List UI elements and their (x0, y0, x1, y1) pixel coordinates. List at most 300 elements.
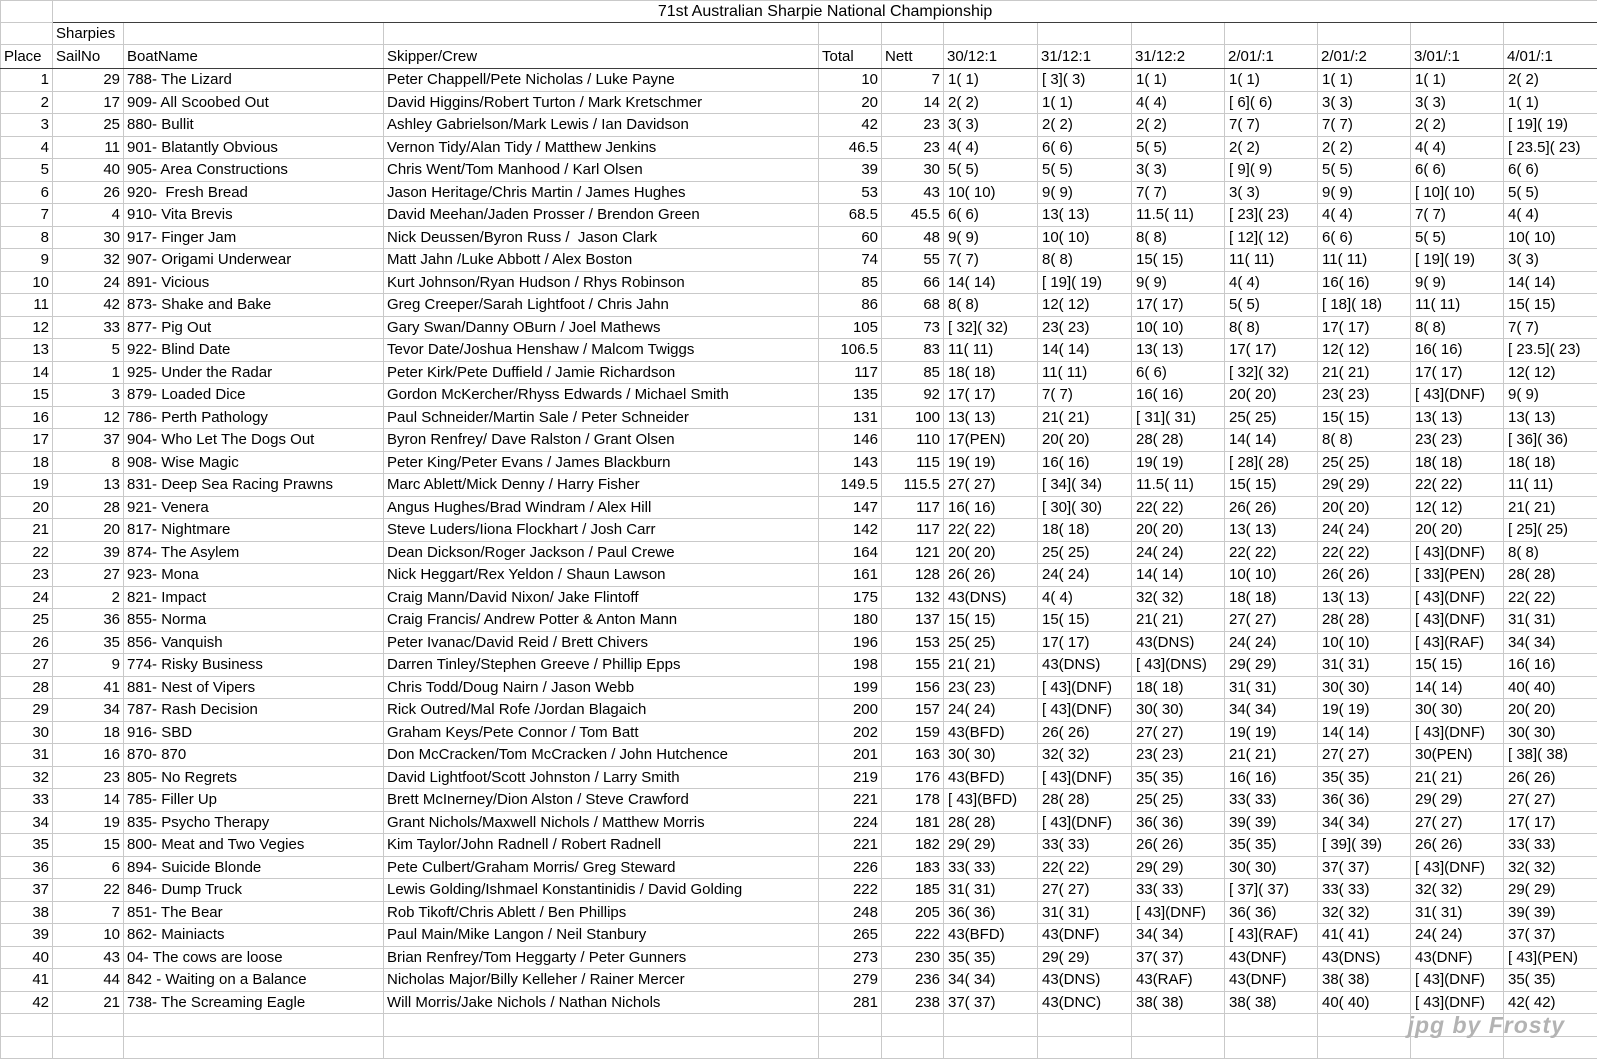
race-result-cell: 25( 25) (1318, 451, 1411, 474)
race-result-cell: 9( 9) (1411, 271, 1504, 294)
race-result-cell: 12( 12) (1504, 361, 1597, 384)
race-result-cell: 13( 13) (1132, 339, 1225, 362)
race-result-cell: 22( 22) (1504, 586, 1597, 609)
nett-cell: 115.5 (882, 474, 944, 497)
nett-cell: 156 (882, 676, 944, 699)
race-result-cell: 18( 18) (1225, 586, 1318, 609)
class-row (1, 23, 1597, 45)
nett-cell: 48 (882, 226, 944, 249)
race-result-cell: 11( 11) (1504, 474, 1597, 497)
race-result-cell: 13( 13) (1318, 586, 1411, 609)
race-result-cell: 43(DNS) (1132, 631, 1225, 654)
race-result-cell: 14( 14) (1318, 721, 1411, 744)
skipper-crew-cell: Brett McInerney/Dion Alston / Steve Crawford (384, 789, 819, 812)
race-result-cell: 3( 3) (1318, 91, 1411, 114)
sailno-cell: 29 (53, 69, 124, 92)
boatname-cell: 909- All Scoobed Out (124, 91, 384, 114)
sailno-cell: 19 (53, 811, 124, 834)
class-label: Sharpies (53, 23, 124, 45)
empty-cell (819, 1036, 882, 1059)
boatname-cell: 921- Venera (124, 496, 384, 519)
race-result-cell: 16( 16) (1318, 271, 1411, 294)
place-cell: 9 (1, 249, 53, 272)
race-result-cell: 8( 8) (1318, 429, 1411, 452)
race-result-cell: 22( 22) (1132, 496, 1225, 519)
watermark: jpg by Frosty (1407, 1012, 1565, 1038)
total-cell: 175 (819, 586, 882, 609)
total-cell: 60 (819, 226, 882, 249)
race-result-cell: 22( 22) (1318, 541, 1411, 564)
table-row (1, 474, 1597, 497)
nett-cell: 222 (882, 924, 944, 947)
race-result-cell: 5( 5) (1504, 181, 1597, 204)
race-result-cell: [ 12]( 12) (1225, 226, 1318, 249)
table-row (1, 451, 1597, 474)
race-result-cell: 24( 24) (944, 699, 1038, 722)
table-row (1, 361, 1597, 384)
race-result-cell: 1( 1) (1411, 69, 1504, 92)
race-result-cell: [ 43](DNF) (1411, 721, 1504, 744)
race-result-cell: [ 43](PEN) (1504, 946, 1597, 969)
race-result-cell: 11.5( 11) (1132, 204, 1225, 227)
col-header-skipper-crew: Skipper/Crew (384, 45, 819, 69)
race-result-cell: 5( 5) (1225, 294, 1318, 317)
nett-cell: 230 (882, 946, 944, 969)
total-cell: 42 (819, 114, 882, 137)
skipper-crew-cell: Steve Luders/Iiona Flockhart / Josh Carr (384, 519, 819, 542)
boatname-cell: 817- Nightmare (124, 519, 384, 542)
skipper-crew-cell: Chris Todd/Doug Nairn / Jason Webb (384, 676, 819, 699)
race-result-cell: 33( 33) (944, 856, 1038, 879)
place-cell: 29 (1, 699, 53, 722)
boatname-cell: 917- Finger Jam (124, 226, 384, 249)
skipper-crew-cell: Rick Outred/Mal Rofe /Jordan Blagaich (384, 699, 819, 722)
sailno-cell: 18 (53, 721, 124, 744)
total-cell: 200 (819, 699, 882, 722)
col-header-race-4: 2/01/:1 (1225, 45, 1318, 69)
sailno-cell: 32 (53, 249, 124, 272)
race-result-cell: 21( 21) (1411, 766, 1504, 789)
race-result-cell: 23( 23) (1411, 429, 1504, 452)
place-cell: 31 (1, 744, 53, 767)
race-result-cell: 6( 6) (1411, 159, 1504, 182)
boatname-cell: 907- Origami Underwear (124, 249, 384, 272)
race-result-cell: 1( 1) (1225, 69, 1318, 92)
race-result-cell: 18( 18) (1504, 451, 1597, 474)
race-result-cell: 9( 9) (1038, 181, 1132, 204)
race-result-cell: 22( 22) (1225, 541, 1318, 564)
skipper-crew-cell: Graham Keys/Pete Connor / Tom Batt (384, 721, 819, 744)
race-result-cell: 43(DNS) (1038, 654, 1132, 677)
race-result-cell: 17( 17) (1318, 316, 1411, 339)
table-row (1, 766, 1597, 789)
race-result-cell: 7( 7) (1132, 181, 1225, 204)
race-result-cell: 25( 25) (1132, 789, 1225, 812)
place-cell: 30 (1, 721, 53, 744)
race-result-cell: 31( 31) (1504, 609, 1597, 632)
table-row (1, 541, 1597, 564)
total-cell: 146 (819, 429, 882, 452)
total-cell: 46.5 (819, 136, 882, 159)
sailno-cell: 14 (53, 789, 124, 812)
skipper-crew-cell: Kurt Johnson/Ryan Hudson / Rhys Robinson (384, 271, 819, 294)
place-cell: 35 (1, 834, 53, 857)
total-cell: 219 (819, 766, 882, 789)
total-cell: 265 (819, 924, 882, 947)
race-result-cell: 6( 6) (1504, 159, 1597, 182)
nett-cell: 66 (882, 271, 944, 294)
boatname-cell: 821- Impact (124, 586, 384, 609)
race-result-cell: 33( 33) (1504, 834, 1597, 857)
table-row (1, 204, 1597, 227)
nett-cell: 7 (882, 69, 944, 92)
race-result-cell: 16( 16) (1411, 339, 1504, 362)
place-cell: 34 (1, 811, 53, 834)
race-result-cell: 26( 26) (1225, 496, 1318, 519)
empty-cell (1, 1014, 53, 1037)
race-result-cell: 34( 34) (944, 969, 1038, 992)
boatname-cell: 916- SBD (124, 721, 384, 744)
page-title: 71st Australian Sharpie National Championship (53, 1, 1597, 23)
empty-cell (819, 1014, 882, 1037)
skipper-crew-cell: Greg Creeper/Sarah Lightfoot / Chris Jahn (384, 294, 819, 317)
total-cell: 117 (819, 361, 882, 384)
race-result-cell: [ 43](BFD) (944, 789, 1038, 812)
race-result-cell: 14( 14) (1038, 339, 1132, 362)
race-result-cell: 27( 27) (1038, 879, 1132, 902)
nett-cell: 121 (882, 541, 944, 564)
race-result-cell: 11.5( 11) (1132, 474, 1225, 497)
total-cell: 74 (819, 249, 882, 272)
boatname-cell: 904- Who Let The Dogs Out (124, 429, 384, 452)
race-result-cell: 25( 25) (1225, 406, 1318, 429)
sailno-cell: 5 (53, 339, 124, 362)
sailno-cell: 1 (53, 361, 124, 384)
empty-cell (882, 1036, 944, 1059)
race-result-cell: 19( 19) (1318, 699, 1411, 722)
race-result-cell: [ 43](DNF) (1411, 609, 1504, 632)
sailno-cell: 39 (53, 541, 124, 564)
table-row (1, 856, 1597, 879)
skipper-crew-cell: Vernon Tidy/Alan Tidy / Matthew Jenkins (384, 136, 819, 159)
skipper-crew-cell: Brian Renfrey/Tom Heggarty / Peter Gunners (384, 946, 819, 969)
total-cell: 105 (819, 316, 882, 339)
place-cell: 42 (1, 991, 53, 1014)
empty-row (1, 1036, 1597, 1059)
race-result-cell: 24( 24) (1132, 541, 1225, 564)
race-result-cell: 14( 14) (1504, 271, 1597, 294)
race-result-cell: 26( 26) (1318, 564, 1411, 587)
race-result-cell: 6( 6) (944, 204, 1038, 227)
race-result-cell: 24( 24) (1225, 631, 1318, 654)
race-result-cell: 12( 12) (1038, 294, 1132, 317)
race-result-cell: 20( 20) (1225, 384, 1318, 407)
race-result-cell: 37( 37) (1318, 856, 1411, 879)
total-cell: 53 (819, 181, 882, 204)
race-result-cell: [ 23.5]( 23) (1504, 339, 1597, 362)
race-result-cell: 35( 35) (1225, 834, 1318, 857)
total-cell: 135 (819, 384, 882, 407)
skipper-crew-cell: Peter Kirk/Pete Duffield / Jamie Richardson (384, 361, 819, 384)
place-cell: 10 (1, 271, 53, 294)
empty-cell (53, 1014, 124, 1037)
empty-cell (53, 1036, 124, 1059)
race-result-cell: [ 43](DNF) (1038, 811, 1132, 834)
boatname-cell: 874- The Asylem (124, 541, 384, 564)
race-result-cell: 15( 15) (1318, 406, 1411, 429)
skipper-crew-cell: Matt Jahn /Luke Abbott / Alex Boston (384, 249, 819, 272)
race-result-cell: 15( 15) (944, 609, 1038, 632)
race-result-cell: 17( 17) (1132, 294, 1225, 317)
place-cell: 37 (1, 879, 53, 902)
boatname-cell: 891- Vicious (124, 271, 384, 294)
race-result-cell: 30( 30) (1318, 676, 1411, 699)
race-result-cell: 32( 32) (1411, 879, 1504, 902)
empty-cell (1504, 1036, 1597, 1059)
table-row (1, 91, 1597, 114)
skipper-crew-cell: Lewis Golding/Ishmael Konstantinidis / David Golding (384, 879, 819, 902)
race-result-cell: 27( 27) (1318, 744, 1411, 767)
col-header-boatname: BoatName (124, 45, 384, 69)
race-result-cell: 8( 8) (1132, 226, 1225, 249)
boatname-cell: 905- Area Constructions (124, 159, 384, 182)
total-cell: 202 (819, 721, 882, 744)
boatname-cell: 846- Dump Truck (124, 879, 384, 902)
race-result-cell: 32( 32) (1132, 586, 1225, 609)
race-result-cell: 15( 15) (1411, 654, 1504, 677)
race-result-cell: 43(DNS) (1038, 969, 1132, 992)
race-result-cell: 24( 24) (1038, 564, 1132, 587)
race-result-cell: 11( 11) (1411, 294, 1504, 317)
race-result-cell: 36( 36) (1132, 811, 1225, 834)
empty-cell (1132, 1014, 1225, 1037)
race-result-cell: 30( 30) (944, 744, 1038, 767)
race-result-cell: 2( 2) (1038, 114, 1132, 137)
race-result-cell: 33( 33) (1132, 879, 1225, 902)
total-cell: 20 (819, 91, 882, 114)
race-result-cell: 32( 32) (1504, 856, 1597, 879)
race-result-cell: 30( 30) (1225, 856, 1318, 879)
nett-cell: 92 (882, 384, 944, 407)
race-result-cell: 43(DNS) (944, 586, 1038, 609)
total-cell: 221 (819, 834, 882, 857)
boatname-cell: 786- Perth Pathology (124, 406, 384, 429)
table-row (1, 406, 1597, 429)
table-row (1, 811, 1597, 834)
nett-cell: 205 (882, 901, 944, 924)
nett-cell: 157 (882, 699, 944, 722)
skipper-crew-cell: Grant Nichols/Maxwell Nichols / Matthew Morris (384, 811, 819, 834)
place-cell: 38 (1, 901, 53, 924)
results-table-body (1, 69, 1597, 1059)
skipper-crew-cell: Darren Tinley/Stephen Greeve / Phillip Epps (384, 654, 819, 677)
place-cell: 26 (1, 631, 53, 654)
race-result-cell: 2( 2) (1411, 114, 1504, 137)
place-cell: 12 (1, 316, 53, 339)
race-result-cell: 31( 31) (1318, 654, 1411, 677)
place-cell: 8 (1, 226, 53, 249)
race-result-cell: [ 18]( 18) (1318, 294, 1411, 317)
sailno-cell: 11 (53, 136, 124, 159)
empty-cell (944, 1036, 1038, 1059)
sailno-cell: 17 (53, 91, 124, 114)
place-cell: 17 (1, 429, 53, 452)
race-result-cell: 13( 13) (1411, 406, 1504, 429)
race-result-cell: 39( 39) (1225, 811, 1318, 834)
nett-cell: 115 (882, 451, 944, 474)
table-row (1, 699, 1597, 722)
race-result-cell: 10( 10) (1318, 631, 1411, 654)
nett-cell: 85 (882, 361, 944, 384)
race-result-cell: 32( 32) (1038, 744, 1132, 767)
col-header-place: Place (1, 45, 53, 69)
empty-cell (1, 1036, 53, 1059)
total-cell: 281 (819, 991, 882, 1014)
race-result-cell: 23( 23) (1038, 316, 1132, 339)
place-cell: 13 (1, 339, 53, 362)
skipper-crew-cell: Byron Renfrey/ Dave Ralston / Grant Olsen (384, 429, 819, 452)
race-result-cell: 25( 25) (1038, 541, 1132, 564)
place-cell: 41 (1, 969, 53, 992)
race-result-cell: 16( 16) (1038, 451, 1132, 474)
race-result-cell: 21( 21) (1504, 496, 1597, 519)
col-header-nett: Nett (882, 45, 944, 69)
boatname-cell: 894- Suicide Blonde (124, 856, 384, 879)
race-result-cell: 43(DNC) (1038, 991, 1132, 1014)
race-result-cell: 43(DNS) (1318, 946, 1411, 969)
race-result-cell: [ 43](DNF) (1038, 699, 1132, 722)
nett-cell: 176 (882, 766, 944, 789)
table-row (1, 339, 1597, 362)
race-result-cell: 43(DNF) (1038, 924, 1132, 947)
sailno-cell: 4 (53, 204, 124, 227)
race-result-cell: 2( 2) (944, 91, 1038, 114)
race-result-cell: 21( 21) (944, 654, 1038, 677)
nett-cell: 83 (882, 339, 944, 362)
skipper-crew-cell: Gary Swan/Danny OBurn / Joel Mathews (384, 316, 819, 339)
table-row (1, 654, 1597, 677)
place-cell: 32 (1, 766, 53, 789)
race-result-cell: [ 38]( 38) (1504, 744, 1597, 767)
nett-cell: 23 (882, 114, 944, 137)
nett-cell: 14 (882, 91, 944, 114)
place-cell: 1 (1, 69, 53, 92)
race-result-cell: 8( 8) (1504, 541, 1597, 564)
race-result-cell: [ 6]( 6) (1225, 91, 1318, 114)
table-row (1, 159, 1597, 182)
table-row (1, 744, 1597, 767)
boatname-cell: 851- The Bear (124, 901, 384, 924)
empty-cell (1038, 1036, 1132, 1059)
place-cell: 33 (1, 789, 53, 812)
race-result-cell: 5( 5) (1132, 136, 1225, 159)
race-result-cell: 1( 1) (1318, 69, 1411, 92)
race-result-cell: [ 19]( 19) (1504, 114, 1597, 137)
place-cell: 7 (1, 204, 53, 227)
skipper-crew-cell: Marc Ablett/Mick Denny / Harry Fisher (384, 474, 819, 497)
table-row (1, 316, 1597, 339)
nett-cell: 238 (882, 991, 944, 1014)
race-result-cell: 7( 7) (1225, 114, 1318, 137)
total-cell: 68.5 (819, 204, 882, 227)
total-cell: 198 (819, 654, 882, 677)
race-result-cell: 26( 26) (1132, 834, 1225, 857)
race-result-cell: 37( 37) (1132, 946, 1225, 969)
race-result-cell: 8( 8) (944, 294, 1038, 317)
boatname-cell: 901- Blatantly Obvious (124, 136, 384, 159)
race-result-cell: 21( 21) (1038, 406, 1132, 429)
sailno-cell: 3 (53, 384, 124, 407)
race-result-cell: 33( 33) (1318, 879, 1411, 902)
race-result-cell: 4( 4) (944, 136, 1038, 159)
race-result-cell: 41( 41) (1318, 924, 1411, 947)
race-result-cell: 17( 17) (1504, 811, 1597, 834)
race-result-cell: 2( 2) (1318, 136, 1411, 159)
skipper-crew-cell: Peter Chappell/Pete Nicholas / Luke Payne (384, 69, 819, 92)
empty-cell (1132, 1036, 1225, 1059)
col-header-race-3: 31/12:2 (1132, 45, 1225, 69)
place-cell: 15 (1, 384, 53, 407)
sailno-cell: 33 (53, 316, 124, 339)
table-row (1, 924, 1597, 947)
table-row (1, 676, 1597, 699)
nett-cell: 110 (882, 429, 944, 452)
table-row (1, 631, 1597, 654)
race-result-cell: 38( 38) (1225, 991, 1318, 1014)
skipper-crew-cell: Pete Culbert/Graham Morris/ Greg Steward (384, 856, 819, 879)
race-result-cell: [ 43](DNF) (1038, 676, 1132, 699)
place-cell: 21 (1, 519, 53, 542)
race-result-cell: 10( 10) (944, 181, 1038, 204)
race-result-cell: [ 43](DNF) (1411, 586, 1504, 609)
empty-cell (1, 23, 53, 45)
race-result-cell: 17( 17) (1038, 631, 1132, 654)
race-result-cell: 13( 13) (1225, 519, 1318, 542)
skipper-crew-cell: Tevor Date/Joshua Henshaw / Malcom Twiggs (384, 339, 819, 362)
total-cell: 196 (819, 631, 882, 654)
boatname-cell: 923- Mona (124, 564, 384, 587)
boatname-cell: 877- Pig Out (124, 316, 384, 339)
sailno-cell: 41 (53, 676, 124, 699)
race-result-cell: 20( 20) (1132, 519, 1225, 542)
sailno-cell: 30 (53, 226, 124, 249)
race-result-cell: 1( 1) (1132, 69, 1225, 92)
race-result-cell: 8( 8) (1225, 316, 1318, 339)
race-result-cell: 16( 16) (1504, 654, 1597, 677)
sailno-cell: 28 (53, 496, 124, 519)
boatname-cell: 831- Deep Sea Racing Prawns (124, 474, 384, 497)
boatname-cell: 880- Bullit (124, 114, 384, 137)
sailno-cell: 22 (53, 879, 124, 902)
race-result-cell: 28( 28) (944, 811, 1038, 834)
sailno-cell: 16 (53, 744, 124, 767)
total-cell: 273 (819, 946, 882, 969)
race-result-cell: 31( 31) (944, 879, 1038, 902)
total-cell: 161 (819, 564, 882, 587)
nett-cell: 117 (882, 519, 944, 542)
skipper-crew-cell: Paul Main/Mike Langon / Neil Stanbury (384, 924, 819, 947)
sailno-cell: 7 (53, 901, 124, 924)
total-cell: 248 (819, 901, 882, 924)
race-result-cell: 20( 20) (1411, 519, 1504, 542)
race-result-cell: 10( 10) (1504, 226, 1597, 249)
table-row (1, 181, 1597, 204)
total-cell: 106.5 (819, 339, 882, 362)
table-row (1, 609, 1597, 632)
race-result-cell: 2( 2) (1132, 114, 1225, 137)
race-result-cell: 28( 28) (1318, 609, 1411, 632)
race-result-cell: 29( 29) (1318, 474, 1411, 497)
